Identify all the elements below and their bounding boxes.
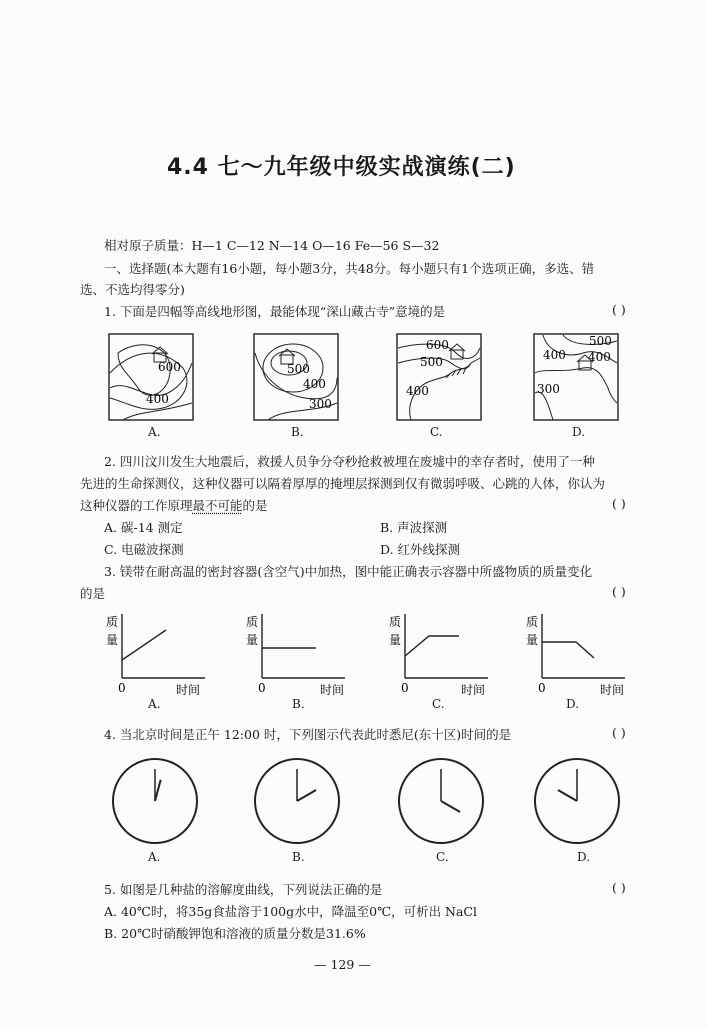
contour-label: 300 (537, 382, 560, 396)
contour-map-a (108, 333, 194, 421)
hour-hand (155, 780, 161, 801)
contour-label: 600 (158, 360, 181, 374)
map-c-label: C. (430, 425, 443, 439)
origin-label: 0 (258, 681, 266, 695)
contour-label: 500 (287, 362, 310, 376)
q3-answer-paren[interactable]: ( ) (612, 584, 626, 599)
map-d-label: D. (572, 425, 586, 439)
graph-a-label: A. (148, 697, 161, 711)
contour-label: 500 (420, 355, 443, 369)
clock-c (396, 756, 486, 846)
q5-text: 5. 如图是几种盐的溶解度曲线，下列说法正确的是 (104, 882, 383, 897)
clock-a-label: A. (148, 850, 161, 864)
section-heading-line2: 选、不选均得零分) (80, 282, 185, 297)
hour-hand (441, 801, 460, 812)
q2-option-b[interactable]: B. 声波探测 (380, 520, 448, 535)
q2-line1: 2. 四川汶川发生大地震后，救援人员争分夺秒抢救被埋在废墟中的幸存者时，使用了一种 (104, 454, 595, 469)
contour-label: 600 (426, 338, 449, 352)
q1-answer-paren[interactable]: ( ) (612, 302, 626, 317)
contour-map-b (253, 333, 339, 421)
contour-label: 400 (406, 384, 429, 398)
contour-label: 400 (543, 348, 566, 362)
graph-c-label: C. (432, 697, 445, 711)
q4-answer-paren[interactable]: ( ) (612, 725, 626, 740)
q4-text: 4. 当北京时间是正午 12:00 时，下列图示代表此时悉尼(东十区)时间的是 (104, 727, 512, 742)
section-heading-line1: 一、选择题(本大题有16小题，每小题3分，共48分。每小题只有1个选项正确，多选、错 (104, 261, 595, 276)
atomic-masses: 相对原子质量：H—1 C—12 N—14 O—16 Fe—56 S—32 (104, 238, 440, 253)
q5-answer-paren[interactable]: ( ) (612, 880, 626, 895)
mass-graph-a (100, 608, 210, 698)
map-b-label: B. (291, 425, 304, 439)
clock-c-label: C. (436, 850, 449, 864)
mass-graph-d (520, 608, 630, 698)
q2-option-d[interactable]: D. 红外线探测 (380, 542, 461, 557)
mass-graph-b (240, 608, 350, 698)
x-label: 时间 (176, 683, 201, 697)
clock-d (532, 756, 622, 846)
x-label: 时间 (461, 683, 486, 697)
q5-option-a[interactable]: A. 40℃时，将35g食盐溶于100g水中，降温至0℃，可析出 NaCl (104, 904, 477, 919)
q2-option-a[interactable]: A. 碳-14 测定 (104, 520, 183, 535)
q1-text: 1. 下面是四幅等高线地形图，最能体现“深山藏古寺”意境的是 (104, 304, 446, 319)
q2-line2: 先进的生命探测仪，这种仪器可以隔着厚厚的掩埋层探测到仅有微弱呼吸、心跳的人体，你认为 (80, 476, 606, 491)
q5-option-b[interactable]: B. 20℃时硝酸钾饱和溶液的质量分数是31.6% (104, 926, 366, 941)
contour-map-c (396, 333, 482, 421)
y-label: 量 (106, 633, 119, 647)
hour-hand (297, 790, 316, 801)
mass-graph-c (383, 608, 493, 698)
x-label: 时间 (600, 683, 625, 697)
page-title: 4.4 七～九年级中级实战演练(二) (167, 155, 516, 180)
q2-option-c[interactable]: C. 电磁波探测 (104, 542, 184, 557)
y-label: 量 (389, 633, 402, 647)
y-label: 质 (526, 615, 539, 629)
y-label: 质 (246, 615, 259, 629)
map-a-label: A. (148, 425, 161, 439)
q2-answer-paren[interactable]: ( ) (612, 496, 626, 511)
y-label: 量 (526, 633, 539, 647)
q3-line2: 的是 (80, 586, 106, 601)
clock-b-label: B. (292, 850, 305, 864)
contour-label: 400 (303, 377, 326, 391)
clock-a (110, 756, 200, 846)
contour-label: 400 (588, 350, 611, 364)
hour-hand (558, 790, 577, 801)
x-label: 时间 (320, 683, 345, 697)
contour-map-d (533, 333, 619, 421)
page-number: — 129 — (314, 957, 371, 972)
graph-b-label: B. (292, 697, 305, 711)
graph-d-label: D. (566, 697, 580, 711)
clock-d-label: D. (577, 850, 591, 864)
origin-label: 0 (401, 681, 409, 695)
origin-label: 0 (118, 681, 126, 695)
q2-line3: 这种仪器的工作原理最不可能的是 (80, 498, 268, 513)
contour-label: 400 (146, 392, 169, 406)
clock-b (252, 756, 342, 846)
origin-label: 0 (538, 681, 546, 695)
contour-label: 500 (589, 334, 612, 348)
y-label: 质 (389, 615, 402, 629)
contour-label: 300 (309, 397, 332, 411)
y-label: 量 (246, 633, 259, 647)
y-label: 质 (106, 615, 119, 629)
q3-line1: 3. 镁带在耐高温的密封容器(含空气)中加热，图中能正确表示容器中所盛物质的质量变化 (104, 564, 593, 579)
